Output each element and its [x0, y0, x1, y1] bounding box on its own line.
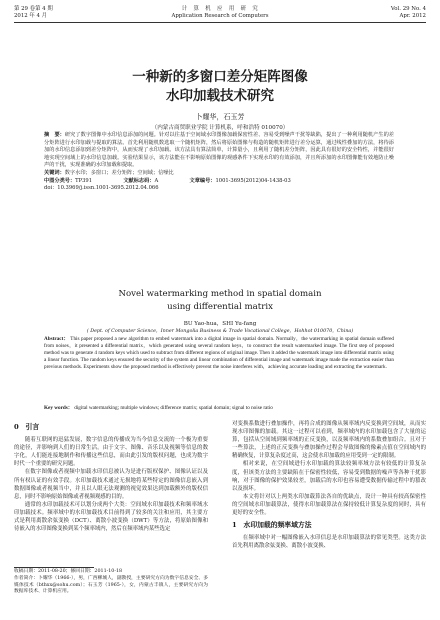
- body-paragraph: 相对来说，在空间域进行水印加载的算法较频率域方法有较低的计算复杂度，但该类方法的主要缺陷在于保密性较低，容易受到数据的噪声等各种干扰影响，对于图像的保护效果较差，加载后的水印也容易遭受数据传输过程中的篡改以及损坏。: [232, 461, 426, 492]
- body-paragraph: 对变换系数进行叠加操作，再将合成的图像从频率域内反变换到空间域，从而实现水印图像的加载。其这一过程可以看到，频率域内的水印加载包含了大量的运算，包括从空间域到频率域的正反变换，以及频率域内的系数叠加组合。且对于一些算法，上述的正反变换与叠加操作过程会导致图像的像素点值在空间域内的精确恢复，计算复杂度过高，这会使水印加载的应用受到一定的限制。: [232, 421, 426, 460]
- journal-name: [14, 6, 426, 20]
- footnote: 收稿日期：2011-08-20；修回日期：2011-10-18 作者简介：卜耀华（1966-），男，广西柳城人，副教授，主要研究方向为数字信息安全、多媒体技术（bthxx@sohu.com）；石玉芳（1965-），女，内蒙古丰镇人，主要研究方向为数据库技术、计算机应用。: [14, 569, 208, 595]
- clc-label: 中图分类号：: [44, 177, 76, 184]
- volume-issue-cn: 第 29 卷第 4 期: [14, 6, 53, 12]
- doc-code-label: 文献标志码：: [123, 177, 155, 184]
- english-affiliation: ( Dept. of Computer Science，Inner Mongolia Business & Trade Vocational College，Hohhot 010070，China): [86, 329, 354, 334]
- section-0-heading: 0 引言: [14, 423, 40, 431]
- authors: 卜耀华，石玉芳: [195, 113, 245, 121]
- abstract-label: 摘 要：: [44, 132, 65, 138]
- keywords-label: 关键词：: [44, 169, 65, 176]
- clc-value: TP391: [75, 177, 92, 184]
- article-no-value: 1001-3695(2012)04-1438-03: [215, 177, 291, 184]
- abstract-text: 研究了数字图像中水印信息添加的问题。针对以往基于空间域水印图像加载保密性差、容易受到噪声干扰等缺陷，提出了一种利用随机产生的差分矩阵进行水印加载与提取的算法。首先利用随机数选取一个随机矩阵，然后将原始图像与构造的随机矩阵进行差分运算，通过线性叠加的方法，将待添加的水印信息添加到差分矩阵中，从而实现了水印加载。该方法具有算法简单，计算量小，且利用了随机差分矩阵，因此具有很好的安全特性，并能很好地实现空间域上的水印信息加载。实验结果显示，该方法能在不影响原始图像的观感条件下实现水印的有效添加，并且所添加的水印图像能有效地防止噪声的干扰，实现准确的水印加载和提取。: [44, 132, 394, 169]
- journal-volume-en: [391, 6, 426, 20]
- keywords-en: [44, 405, 394, 412]
- left-column: [14, 420, 208, 533]
- doi-label: doi：: [44, 185, 58, 192]
- article-no-label: 文章编号：: [189, 177, 216, 184]
- body-paragraph: 在频率域中对一幅图像嵌入水印信息是水印加载算法的常见类型。这类方法首先利用离散余弦变换、离散小波变换、: [232, 535, 426, 550]
- english-title: [0, 288, 440, 313]
- date-en: Apr. 2012: [399, 13, 426, 19]
- journal-name-en: Application Research of Computers: [171, 13, 269, 19]
- body-paragraph: 在数字图像或者视频中加载水印信息被认为是进行版权保护、图像认证以及所有权认证的有效手段。水印加载技术通过无损地将某些特定的图像信息嵌入到数据图像或者视频当中，并且以人眼无法观测的视觉效果达到加载额外的版权信息，同时不影响原始图像或者视频观感的目的。: [14, 469, 208, 500]
- doi-value: 10.3969/j.issn.1001-3695.2012.04.066: [57, 185, 159, 192]
- keywords-text: 数字水印；多窗口；差分矩阵；空间域；信噪比: [64, 169, 174, 176]
- english-title-line-2: using differential matrix: [167, 301, 273, 312]
- meta-line-2: [44, 185, 394, 193]
- english-authors: BU Yao-hua，SHI Yu-fang: [183, 321, 257, 327]
- footnote-rule: [14, 567, 94, 568]
- right-column: [232, 420, 426, 550]
- title-line-2: 水印加载技术研究: [166, 88, 274, 104]
- paper-title: [0, 68, 440, 106]
- title-line-1: 一种新的多窗口差分矩阵图像: [132, 69, 308, 85]
- keywords-cn: [44, 170, 394, 178]
- body-paragraph: 本文将针对以上两类水印加载算法各自的优缺点，设计一种具有较高保密性的空间域水印加载算法，使得水印加载算法在保持较低计算复杂度的同时，具有更好的安全性。: [232, 493, 426, 517]
- date-cn: 2012 年 4 月: [14, 13, 48, 19]
- meta-line-1: [44, 178, 394, 186]
- body-paragraph: 随着互联网的迅猛发展，数字信息的传播成为当今信息交流的一个极为重要的途径，并影响到人们的日常生活。由于文字、图像、音乐以及视频等信息的数字化，人们能连接地制作和传播这些信息，而由此引发的版权问题，也成为数字时代一个重要的研究问题。: [14, 437, 208, 468]
- abstract-en-label: Abstract：: [44, 336, 69, 342]
- abstract-en: [44, 336, 394, 371]
- abstract-cn: [44, 132, 394, 193]
- header-rule: [14, 22, 426, 23]
- journal-name-cn: 计 算 机 应 用 研 究: [181, 6, 259, 12]
- body-paragraph: 通常的水印加载技术可以划分成两个大类：空间域水印加载技术和频率域水印加载技术。频率域中的水印加载技术目前得到了较多的关注和应用，其主要方式是利用离散余弦变换（DCT）、离散小波变换（DWT）等方法，将原始图像和待嵌入的水印图像变换到某个频率域内，然后在频率域内某些选定: [14, 501, 208, 533]
- affiliation: （内蒙古商贸职业学院 计算机系，呼和浩特 010070）: [151, 125, 289, 131]
- keywords-en-text: digital watermarking; multiple windows; difference matrix; spatial domain; signal to noise ratio: [74, 405, 273, 411]
- keywords-en-label: Key words：: [44, 405, 73, 411]
- volume-issue-en: Vol. 29 No. 4: [390, 6, 426, 12]
- english-title-line-1: Novel watermarking method in spatial domain: [118, 289, 322, 299]
- section-1-heading: 1 水印加载的频率域方法: [232, 521, 312, 530]
- abstract-en-text: This paper proposed a new algorithm to embed watermark into a digital image in spatial domain. Normally，the watermarking in spatial domain suffered from noises，it presented a differential matrix，which generated using several random keys，to construct the result watermarked image. The first step of proposed method was to generate 4 random keys which used to subtract from different regions of original image. Then it added the watermark image into differential matrix using a linear function. The random keys ensured the security of the system and linear combination of differential image and watermark image made the extraction easier than previous methods. Experiments show the proposed method is effectively prevent the noise interferes with，achieving accurate loading and extracting the watermark.: [44, 336, 394, 371]
- doc-code-value: A: [154, 177, 159, 184]
